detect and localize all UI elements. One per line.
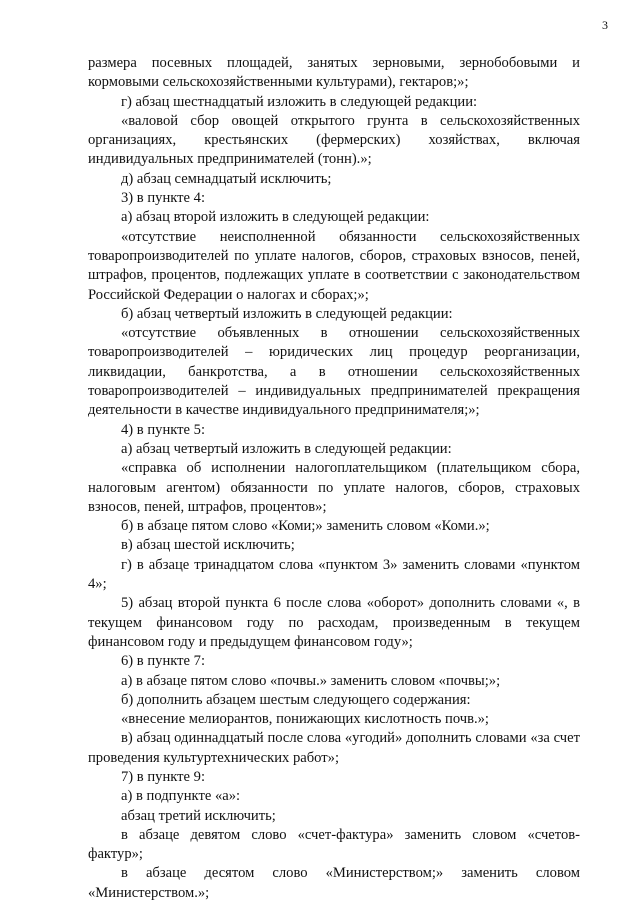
paragraph: б) дополнить абзацем шестым следующего содержания: (121, 691, 471, 708)
paragraph: абзац третий исключить; (121, 807, 276, 824)
paragraph: «справка об исполнении налогоплательщиком (плательщиком сбора, налоговым агентом) обязанности по уплате налогов, сборов, страховых взносов, пеней, штрафов, процентов»; (88, 460, 580, 515)
paragraph: б) в абзаце пятом слово «Коми;» заменить словом «Коми.»; (121, 518, 490, 535)
paragraph: 3) в пункте 4: (121, 190, 206, 207)
paragraph: размера посевных площадей, занятых зерновыми, зернобобовыми и кормовыми сельскохозяйственными культурами), гектаров;»; (88, 55, 580, 91)
paragraph: «отсутствие неисполненной обязанности сельскохозяйственных товаропроизводителей по уплате налогов, сборов, страховых взносов, пеней, штрафов, процентов, подлежащих уплате в соответствии с законодательством Российской Федерации о налогах и сборах;»; (88, 228, 580, 303)
paragraph: 7) в пункте 9: (121, 768, 206, 785)
paragraph: г) абзац шестнадцатый изложить в следующей редакции: (121, 93, 478, 110)
paragraph: «валовой сбор овощей открытого грунта в сельскохозяйственных организациях, крестьянских (фермерских) хозяйствах, включая индивидуальных предпринимателей (тонн).»; (88, 112, 580, 168)
paragraph: в) абзац одиннадцатый после слова «угодий» дополнить словами «за счет проведения культуртехнических работ»; (88, 730, 580, 766)
paragraph: а) абзац второй изложить в следующей редакции: (121, 209, 430, 226)
paragraph: а) в абзаце пятом слово «почвы.» заменить словом «почвы;»; (121, 672, 501, 689)
paragraph: в абзаце девятом слово «счет-фактура» заменить словом «счетов- фактур»; (88, 826, 580, 863)
paragraph: «отсутствие объявленных в отношении сельскохозяйственных товаропроизводителей – юридических лиц процедур реорганизации, ликвидации, банкротства, а в отношении сельскохозяйственных товаропроизводителей – индивидуальных предпринимателей прекращения деятельности в качестве индивидуального предпринимателя;»; (88, 325, 580, 419)
paragraph: а) в подпункте «а»: (121, 788, 241, 805)
paragraph: 6) в пункте 7: (121, 653, 206, 670)
paragraph: 5) абзац второй пункта 6 после слова «оборот» дополнить словами «, в текущем финансовом году по расходам, произведенным в текущем финансовом году и предыдущем финансовом году»; (88, 595, 580, 650)
document-body (88, 54, 580, 903)
paragraph: г) в абзаце тринадцатом слова «пунктом 3» заменить словами «пунктом 4»; (88, 556, 580, 593)
paragraph: «внесение мелиорантов, понижающих кислотность почв.»; (121, 711, 489, 728)
paragraph: в абзаце десятом слово «Министерством;» заменить словом «Министерством.»; (88, 865, 580, 901)
paragraph: д) абзац семнадцатый исключить; (121, 170, 332, 187)
paragraph: б) абзац четвертый изложить в следующей редакции: (121, 305, 453, 322)
paragraph: 4) в пункте 5: (121, 421, 206, 438)
paragraph: а) абзац четвертый изложить в следующей редакции: (121, 440, 452, 457)
page-number: 3 (602, 18, 608, 32)
paragraph: в) абзац шестой исключить; (121, 537, 295, 554)
